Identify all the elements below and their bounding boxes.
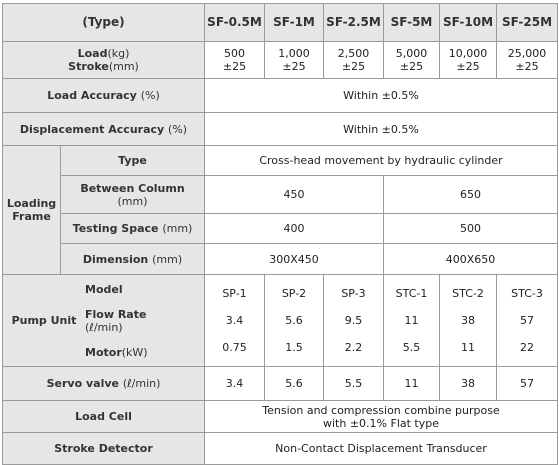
displacement-accuracy-value: Within ±0.5% bbox=[205, 113, 558, 146]
stroke-value: ±25 bbox=[222, 60, 247, 73]
load-value: 2,500 bbox=[337, 47, 370, 60]
between-column-label: Between Column (mm) bbox=[61, 176, 205, 214]
servo-valve-row bbox=[3, 367, 558, 401]
pump-unit-label bbox=[3, 275, 205, 367]
servo-valve-value: 38 bbox=[440, 367, 497, 401]
load-stroke-row bbox=[3, 42, 558, 79]
load-label: Load bbox=[77, 47, 108, 60]
load-stroke-cell bbox=[324, 42, 384, 79]
dimension-value: 400X650 bbox=[384, 244, 558, 275]
load-cell-value: Tension and compression combine purpose with ±0.1% Flat type bbox=[205, 401, 558, 433]
pump-cell: STC-1 11 5.5 bbox=[384, 275, 440, 367]
between-column-value: 450 bbox=[205, 176, 384, 214]
model-header: SF-0.5M bbox=[205, 4, 265, 42]
load-unit: (kg) bbox=[107, 47, 130, 60]
testing-space-unit: (mm) bbox=[162, 222, 193, 235]
load-accuracy-unit: (%) bbox=[140, 89, 160, 102]
loading-frame-label: Loading Frame bbox=[3, 146, 61, 275]
pump-model-label: Model bbox=[85, 282, 123, 296]
displacement-accuracy-row bbox=[3, 113, 558, 146]
stroke-value: ±25 bbox=[341, 60, 366, 73]
load-stroke-label bbox=[3, 42, 205, 79]
model-header: SF-10M bbox=[440, 4, 497, 42]
stroke-value: ±25 bbox=[515, 60, 539, 73]
displacement-accuracy-unit: (%) bbox=[168, 122, 188, 136]
pump-unit-title: Pump Unit bbox=[11, 314, 77, 327]
load-stroke-cell bbox=[497, 42, 558, 79]
testing-space-value: 500 bbox=[384, 214, 558, 244]
pump-cell: STC-2 38 11 bbox=[440, 275, 497, 367]
model-header: SF-5M bbox=[384, 4, 440, 42]
stroke-unit: (mm) bbox=[108, 60, 139, 73]
spec-table bbox=[2, 3, 558, 465]
frame-type-label: Type bbox=[61, 146, 205, 176]
stroke-detector-row bbox=[3, 433, 558, 465]
type-header: (Type) bbox=[3, 4, 205, 42]
load-value: 5,000 bbox=[395, 47, 428, 60]
testing-space-value: 400 bbox=[205, 214, 384, 244]
between-column-unit: (mm) bbox=[117, 194, 148, 208]
pump-cell: SP-3 9.5 2.2 bbox=[324, 275, 384, 367]
displacement-accuracy-label: Displacement Accuracy (%) bbox=[3, 113, 205, 146]
between-column-value: 650 bbox=[384, 176, 558, 214]
pump-motor-label: Motor(kW) bbox=[85, 345, 148, 359]
load-accuracy-value: Within ±0.5% bbox=[205, 79, 558, 113]
stroke-detector-label: Stroke Detector bbox=[3, 433, 205, 465]
dimension-label: Dimension (mm) bbox=[61, 244, 205, 275]
frame-type-row bbox=[3, 146, 558, 176]
header-row bbox=[3, 4, 558, 42]
pump-cell: SP-1 3.4 0.75 bbox=[205, 275, 265, 367]
pump-unit-row bbox=[3, 275, 558, 367]
load-value: 25,000 bbox=[507, 47, 547, 60]
pump-cell: SP-2 5.6 1.5 bbox=[265, 275, 324, 367]
load-accuracy-label: Load Accuracy (%) bbox=[3, 79, 205, 113]
frame-type-value: Cross-head movement by hydraulic cylinder bbox=[205, 146, 558, 176]
pump-cell: STC-3 57 22 bbox=[497, 275, 558, 367]
load-cell-label: Load Cell bbox=[3, 401, 205, 433]
load-stroke-cell bbox=[440, 42, 497, 79]
load-stroke-cell bbox=[384, 42, 440, 79]
dimension-value: 300X450 bbox=[205, 244, 384, 275]
stroke-detector-value: Non-Contact Displacement Transducer bbox=[205, 433, 558, 465]
servo-valve-value: 57 bbox=[497, 367, 558, 401]
testing-space-row bbox=[3, 214, 558, 244]
load-stroke-cell bbox=[205, 42, 265, 79]
load-cell-row bbox=[3, 401, 558, 433]
stroke-value: ±25 bbox=[282, 60, 306, 73]
pump-flow-rate-label: Flow Rate (ℓ/min) bbox=[85, 307, 147, 334]
model-header: SF-1M bbox=[265, 4, 324, 42]
load-accuracy-row bbox=[3, 79, 558, 113]
servo-valve-unit: (ℓ/min) bbox=[122, 377, 161, 390]
model-header: SF-25M bbox=[497, 4, 558, 42]
load-value: 10,000 bbox=[448, 47, 488, 60]
testing-space-label: Testing Space (mm) bbox=[61, 214, 205, 244]
dimension-row bbox=[3, 244, 558, 275]
servo-valve-value: 5.6 bbox=[265, 367, 324, 401]
servo-valve-value: 11 bbox=[384, 367, 440, 401]
servo-valve-label: Servo valve (ℓ/min) bbox=[3, 367, 205, 401]
dimension-unit: (mm) bbox=[152, 252, 183, 266]
between-column-row bbox=[3, 176, 558, 214]
stroke-value: ±25 bbox=[399, 60, 424, 73]
servo-valve-value: 3.4 bbox=[205, 367, 265, 401]
servo-valve-value: 5.5 bbox=[324, 367, 384, 401]
stroke-value: ±25 bbox=[456, 60, 480, 73]
pump-flow-rate-unit: (ℓ/min) bbox=[85, 320, 123, 334]
model-header: SF-2.5M bbox=[324, 4, 384, 42]
stroke-label: Stroke bbox=[68, 60, 109, 73]
load-stroke-cell bbox=[265, 42, 324, 79]
load-value: 500 bbox=[224, 47, 245, 60]
pump-motor-unit: (kW) bbox=[121, 345, 148, 359]
load-value: 1,000 bbox=[278, 47, 310, 60]
